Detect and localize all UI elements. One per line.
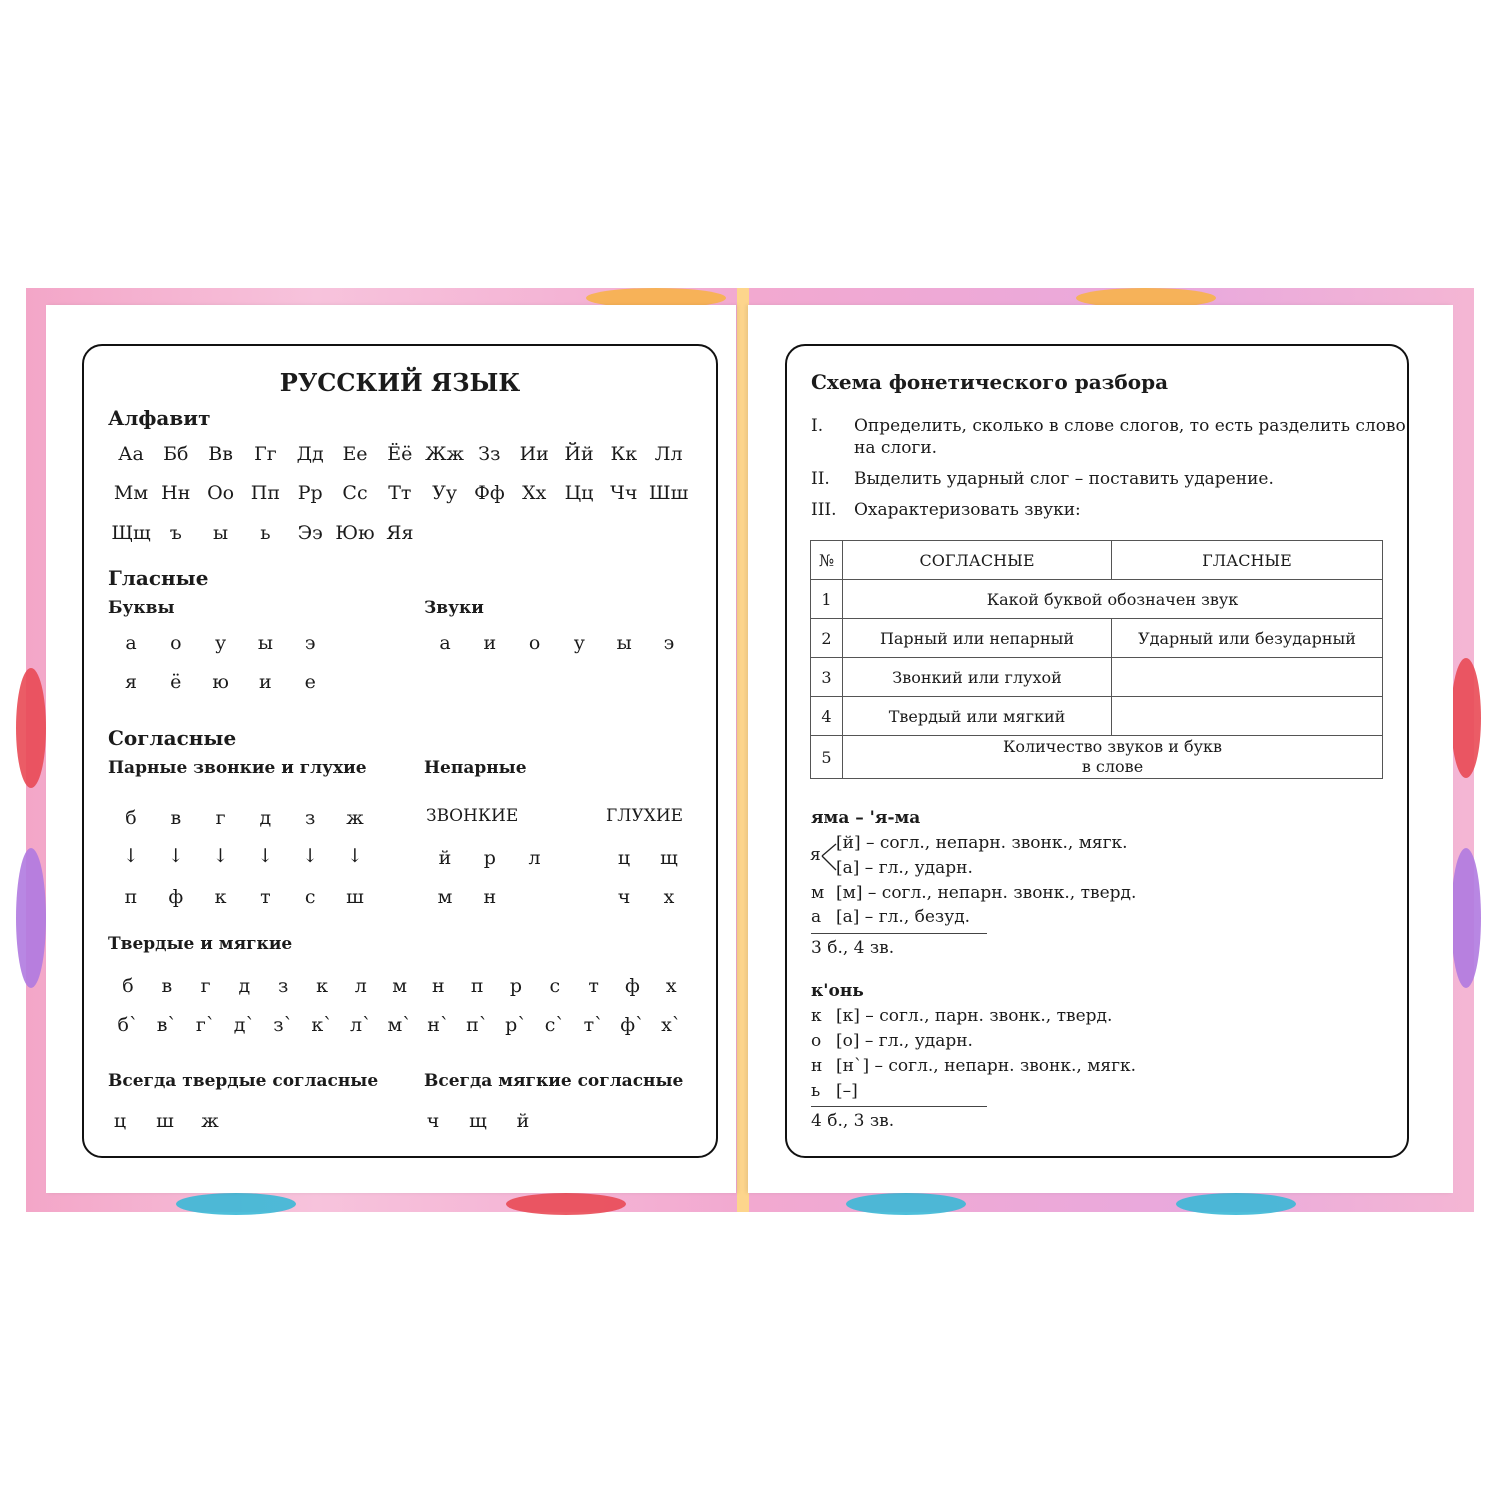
cover-blob [16, 848, 46, 988]
vowel-letter: а [125, 632, 137, 654]
alphabet-letter: Юю [335, 522, 375, 544]
vowel-sound: а [439, 632, 451, 654]
step-2-text: Выделить ударный слог – поставить ударение. [854, 469, 1274, 489]
hard-consonant: с [549, 975, 561, 997]
hard-consonant: т [588, 975, 599, 997]
always-soft-letter: й [516, 1110, 530, 1132]
vowel-letter: ё [170, 671, 182, 693]
cover-blob [1176, 1193, 1296, 1215]
hard-consonant: ф [624, 975, 640, 997]
vowel-letter: у [215, 632, 227, 654]
example-1-letter: м [811, 883, 825, 903]
soft-consonant: г` [195, 1014, 216, 1036]
vowel-letter: ы [257, 632, 273, 654]
alphabet-letter: Оо [207, 482, 235, 504]
alphabet-letter: Вв [208, 443, 233, 465]
consonant-letter: л [528, 847, 541, 869]
vowel-letter: я [125, 671, 137, 693]
arrow-down-icon: ↓ [212, 845, 229, 867]
table-cell [1112, 658, 1383, 697]
always-soft-letter: ч [426, 1110, 440, 1132]
step-1-text: Определить, сколько в слове слогов, то есть разделить слово [854, 416, 1406, 436]
soft-consonant: в` [156, 1014, 177, 1036]
vowels-heading: Гласные [108, 566, 209, 590]
soft-consonant: к` [311, 1014, 333, 1036]
hard-consonant: м [392, 975, 407, 997]
consonant-letter: к [214, 886, 227, 908]
alphabet-letter: Гг [254, 443, 277, 465]
alphabet-letter: Зз [478, 443, 501, 465]
consonants-heading: Согласные [108, 726, 237, 750]
always-soft-letter: щ [469, 1110, 487, 1132]
alphabet-letter: Жж [425, 443, 464, 465]
consonant-letter: д [259, 807, 272, 829]
alphabet-letter: Рр [297, 482, 323, 504]
consonant-letter: й [438, 847, 452, 869]
soft-consonant: з` [273, 1014, 294, 1036]
alphabet-letter: Фф [474, 482, 505, 504]
consonant-letter: х [663, 886, 675, 908]
table-cell: 4 [811, 697, 843, 736]
soft-consonant: т` [583, 1014, 604, 1036]
cover-blob [1451, 658, 1481, 778]
table-row [811, 541, 1383, 580]
alphabet-letter: Сс [342, 482, 368, 504]
alphabet-letter: Ээ [297, 522, 323, 544]
table-cell: 3 [811, 658, 843, 697]
always-hard-letter: ц [113, 1110, 127, 1132]
always-soft-heading: Всегда мягкие согласные [424, 1071, 684, 1091]
soft-consonant: с` [544, 1014, 565, 1036]
example-2-line: [к] – согл., парн. звонк., тверд. [836, 1006, 1113, 1026]
cover-blob [506, 1193, 626, 1215]
hard-consonant: р [509, 975, 523, 997]
hard-consonant: з [278, 975, 289, 997]
consonant-letter: з [305, 807, 316, 829]
table-cell: № [811, 541, 843, 580]
example-2-letter: к [811, 1006, 822, 1026]
hard-consonant: г [200, 975, 211, 997]
vowel-letter: и [259, 671, 272, 693]
table-cell: СОГЛАСНЫЕ [843, 541, 1112, 580]
divider [811, 933, 987, 934]
vowel-letter: о [170, 632, 182, 654]
voiced-label: ЗВОНКИЕ [426, 806, 519, 826]
letters-heading: Буквы [108, 598, 175, 618]
consonant-letter: ф [168, 886, 184, 908]
table-cell: Твердый или мягкий [843, 697, 1112, 736]
example-1-letter: а [811, 907, 822, 927]
step-3-num: III. [811, 500, 837, 520]
always-hard-letter: ж [201, 1110, 219, 1132]
table-row [811, 619, 1383, 658]
alphabet-letter: Щщ [111, 522, 151, 544]
hard-consonant: п [470, 975, 484, 997]
alphabet-letter: Кк [610, 443, 638, 465]
alphabet-letter: Ее [342, 443, 368, 465]
soft-consonant: д` [233, 1014, 255, 1036]
example-1-line: [а] – гл., ударн. [836, 858, 973, 878]
soft-consonant: п` [466, 1014, 489, 1036]
soft-consonant: р` [505, 1014, 527, 1036]
arrow-down-icon: ↓ [123, 845, 139, 867]
cover-blob [1451, 848, 1481, 988]
alphabet-letter: Аа [118, 443, 144, 465]
alphabet-letter: Уу [432, 482, 458, 504]
consonant-letter: ч [617, 886, 631, 908]
step-1-num: I. [811, 416, 824, 436]
table-cell-line: в слове [1081, 757, 1144, 776]
vowel-letter: е [304, 671, 316, 693]
consonant-letter: ж [346, 807, 364, 829]
soft-consonant: л` [350, 1014, 372, 1036]
vowel-sound: о [528, 632, 541, 654]
hard-consonant: б [122, 975, 134, 997]
table-cell: Какой буквой обозначен звук [843, 580, 1383, 619]
arrow-down-icon: ↓ [347, 845, 363, 867]
alphabet-letter: Ии [519, 443, 549, 465]
arrow-down-icon: ↓ [302, 845, 319, 867]
hard-soft-heading: Твердые и мягкие [108, 934, 293, 954]
example-2-letter: н [811, 1056, 823, 1076]
example-2-letter: ь [811, 1081, 821, 1101]
hard-consonant: н [432, 975, 445, 997]
example-2-line: [–] [836, 1081, 858, 1101]
table-cell: ГЛАСНЫЕ [1112, 541, 1383, 580]
consonant-letter: щ [660, 847, 678, 869]
example-1-total: 3 б., 4 зв. [811, 938, 895, 958]
cover-blob [176, 1193, 296, 1215]
phonetic-table [810, 540, 1383, 779]
example-2-line: [н`] – согл., непарн. звонк., мягк. [836, 1056, 1137, 1076]
consonant-letter: с [304, 886, 316, 908]
alphabet-letter: Тт [388, 482, 412, 504]
cover-blob [16, 668, 46, 788]
table-cell: Ударный или безударный [1112, 619, 1383, 658]
consonant-letter: ц [617, 847, 631, 869]
alphabet-letter: Пп [250, 482, 280, 504]
example-2-letter: о [811, 1031, 822, 1051]
soft-consonant: б` [117, 1014, 139, 1036]
table-row [811, 697, 1383, 736]
consonant-letter: г [215, 807, 226, 829]
unpaired-heading: Непарные [424, 758, 527, 778]
hard-consonant: л [354, 975, 367, 997]
vowel-letter: э [304, 632, 316, 654]
hard-consonant: в [161, 975, 173, 997]
alphabet-letter: Бб [163, 443, 189, 465]
table-cell: Парный или непарный [843, 619, 1112, 658]
consonant-letter: м [437, 886, 453, 908]
table-cell: 1 [811, 580, 843, 619]
table-cell [1112, 697, 1383, 736]
paired-heading: Парные звонкие и глухие [108, 758, 367, 778]
cover-blob [846, 1193, 966, 1215]
soft-consonant: м` [387, 1014, 412, 1036]
example-1-line: [м] – согл., непарн. звонк., тверд. [836, 883, 1137, 903]
alphabet-letter: ъ [169, 522, 182, 544]
step-3-text: Охарактеризовать звуки: [854, 500, 1081, 520]
alphabet-letter: ы [213, 522, 229, 544]
arrow-down-icon: ↓ [167, 845, 184, 867]
alphabet-letter: Мм [113, 482, 149, 504]
consonant-letter: б [125, 807, 137, 829]
vowel-sound: у [573, 632, 585, 654]
alphabet-letter: ь [260, 522, 271, 544]
table-row [811, 580, 1383, 619]
hard-consonant: д [238, 975, 251, 997]
table-cell [843, 736, 1383, 779]
page-title: РУССКИЙ ЯЗЫК [279, 368, 521, 397]
always-hard-letter: ш [156, 1110, 174, 1132]
alphabet-letter: Дд [296, 443, 324, 465]
always-hard-heading: Всегда твердые согласные [108, 1071, 379, 1091]
consonant-letter: н [483, 886, 497, 908]
alphabet-letter: Цц [564, 482, 594, 504]
alphabet-letter: Яя [386, 522, 414, 544]
alphabet-letter: Чч [610, 482, 638, 504]
alphabet-letter: Шш [648, 482, 689, 504]
vowel-sound: ы [616, 632, 632, 654]
consonant-letter: в [170, 807, 182, 829]
voiceless-label: ГЛУХИЕ [606, 806, 684, 826]
consonant-letter: п [124, 886, 138, 908]
alphabet-letter: Нн [161, 482, 191, 504]
soft-consonant: ф` [620, 1014, 645, 1036]
example-2-word: к'онь [811, 981, 864, 1001]
alphabet-heading: Алфавит [108, 406, 211, 430]
example-2-total: 4 б., 3 зв. [811, 1111, 895, 1131]
sounds-heading: Звуки [424, 598, 484, 618]
alphabet-letter: Ёё [387, 443, 413, 465]
soft-consonant: н` [427, 1014, 450, 1036]
step-1-text-cont: на слоги. [854, 438, 938, 458]
divider [811, 1106, 987, 1107]
alphabet-letter: Хх [522, 482, 547, 504]
consonant-letter: ш [346, 886, 364, 908]
vowel-sound: и [483, 632, 497, 654]
vowel-letter: ю [212, 671, 229, 693]
consonant-letter: т [260, 886, 271, 908]
table-cell: 5 [811, 736, 843, 779]
hard-consonant: х [665, 975, 677, 997]
scheme-title: Схема фонетического разбора [811, 370, 1169, 394]
example-1-line: [й] – согл., непарн. звонк., мягк. [836, 833, 1128, 853]
example-2-line: [о] – гл., ударн. [836, 1031, 973, 1051]
alphabet-letter: Лл [654, 443, 683, 465]
hard-consonant: к [316, 975, 328, 997]
example-1-word: яма – 'я-ма [811, 808, 921, 828]
soft-consonant: х` [661, 1014, 682, 1036]
table-cell-line: Количество звуков и букв [1002, 737, 1223, 756]
consonant-letter: р [483, 847, 496, 869]
table-row [811, 658, 1383, 697]
table-cell: 2 [811, 619, 843, 658]
step-2-num: II. [811, 469, 830, 489]
table-row [811, 736, 1383, 779]
example-1-line: [а] – гл., безуд. [836, 907, 971, 927]
table-cell: Звонкий или глухой [843, 658, 1112, 697]
example-1-letter: я [810, 845, 821, 865]
vowel-sound: э [663, 632, 675, 654]
alphabet-letter: Йй [564, 443, 594, 465]
arrow-down-icon: ↓ [257, 845, 274, 867]
